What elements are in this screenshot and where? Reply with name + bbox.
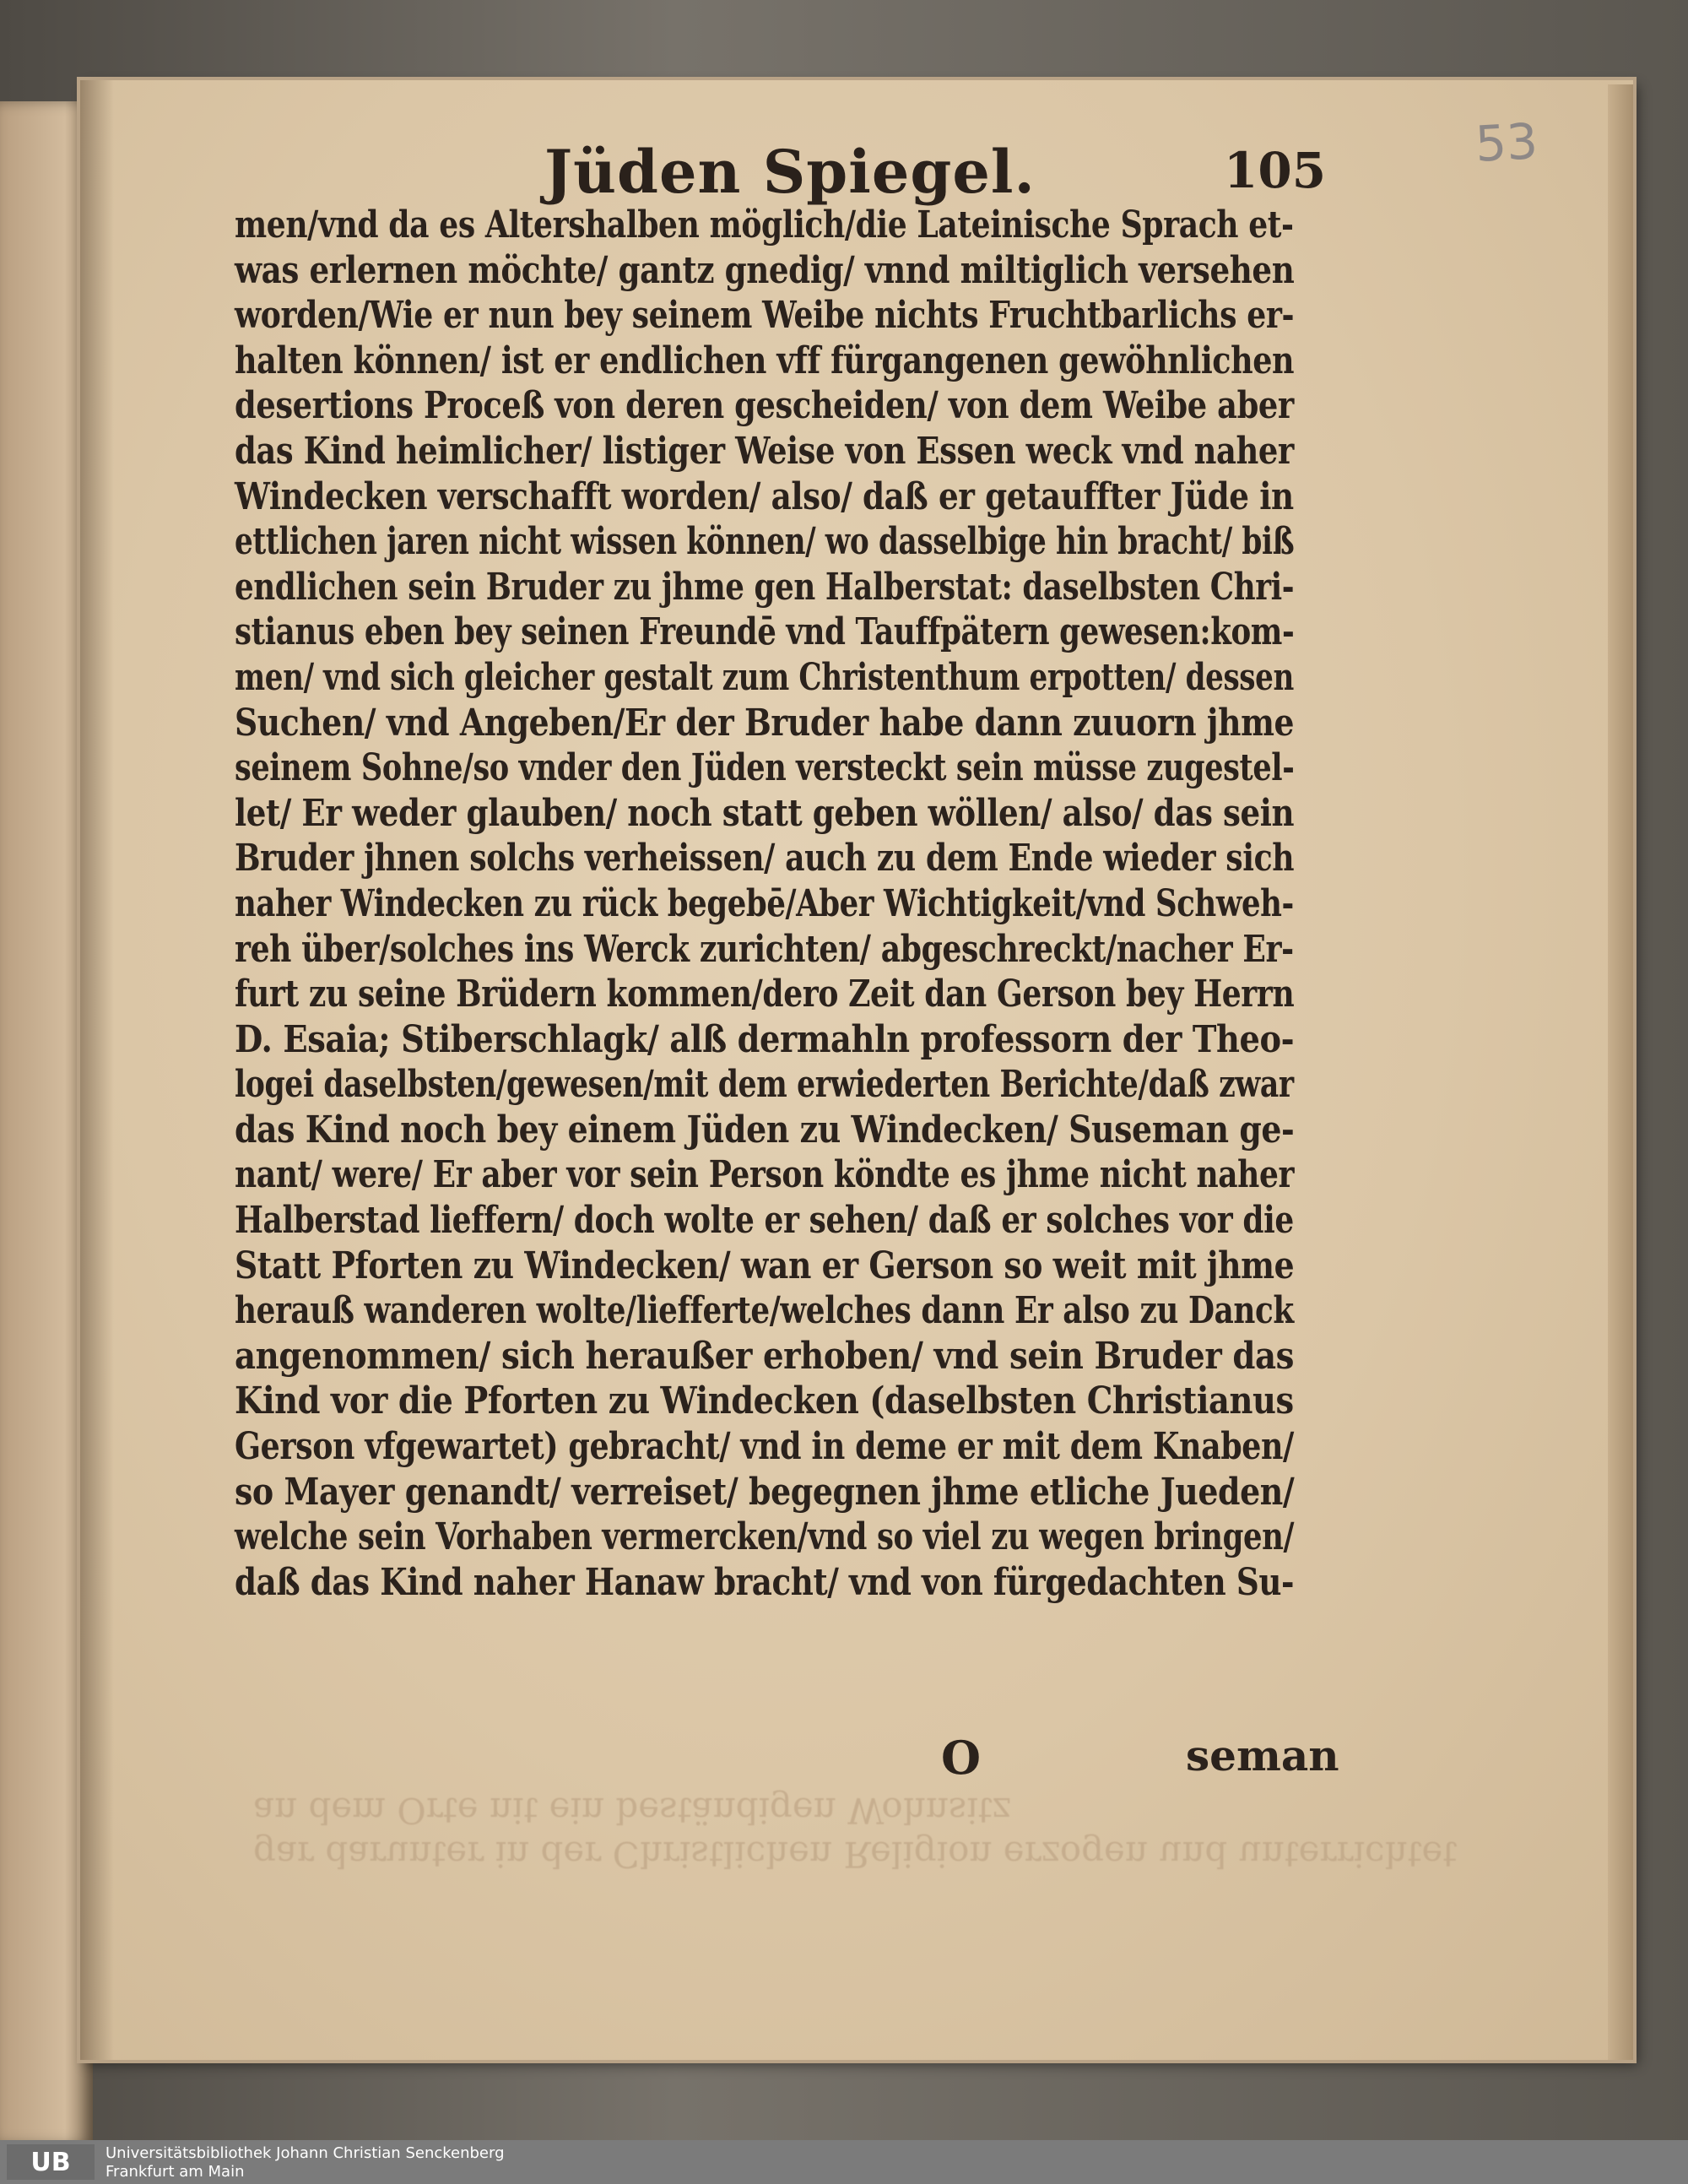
text-line: Bruder jhnen solchs verheissen/ auch zu dem Ende wieder sich — [235, 837, 1295, 881]
page-number: 105 — [1224, 142, 1327, 199]
ub-logo[interactable]: UB — [7, 2144, 95, 2180]
text-line: Statt Pforten zu Windecken/ wan er Gerson so weit mit jhme — [235, 1244, 1295, 1287]
text-line: herauß wanderen wolte/liefferte/welches dann Er also zu Danck — [235, 1289, 1294, 1333]
body-text — [235, 203, 1294, 1605]
text-line: daß das Kind naher Hanaw bracht/ vnd von fürgedachten Su- — [235, 1560, 1295, 1604]
text-line: ettlichen jaren nicht wissen können/ wo dasselbige hin bracht/ biß — [235, 520, 1295, 564]
bleed-line: gar darunter in der Christlichen Religion erzogen und unterrichtet — [253, 1834, 1458, 1875]
text-line: das Kind heimlicher/ listiger Weise von Essen weck vnd naher — [235, 429, 1294, 473]
text-line: reh über/solches ins Werck zurichten/ abgeschreckt/nacher Er- — [235, 927, 1294, 971]
text-line: Suchen/ vnd Angeben/Er der Bruder habe dann zuuorn jhme — [235, 701, 1295, 745]
text-line: let/ Er weder glauben/ noch statt geben wöllen/ also/ das sein — [235, 791, 1295, 835]
text-line: nant/ were/ Er aber vor sein Person köndte es jhme nicht naher — [235, 1153, 1295, 1197]
text-line: D. Esaia; Stiberschlagk/ alß dermahln professorn der Theo- — [235, 1017, 1295, 1061]
text-line: desertions Proceß von deren gescheiden/ von dem Weibe aber — [235, 384, 1294, 428]
text-line: so Mayer genandt/ verreiset/ begegnen jhme etliche Jueden/ — [235, 1470, 1295, 1514]
institution-city: Frankfurt am Main — [106, 2163, 245, 2181]
facing-page-edge — [0, 101, 93, 2144]
institution-name: Universitätsbibliothek Johann Christian Senckenberg — [106, 2144, 505, 2162]
text-line: seinem Sohne/so vnder den Jüden versteckt sein müsse zugestel- — [235, 746, 1295, 790]
text-line: das Kind noch bey einem Jüden zu Windecken/ Suseman ge- — [235, 1108, 1295, 1152]
text-line: halten können/ ist er endlichen vff fürgangenen gewöhnlichen — [235, 339, 1295, 382]
text-line: Kind vor die Pforten zu Windecken (daselbsten Christianus — [235, 1379, 1294, 1423]
catchword: seman — [1186, 1731, 1339, 1780]
text-line: Gerson vfgewartet) gebracht/ vnd in deme er mit dem Knaben/ — [235, 1425, 1294, 1469]
text-line: logei daselbsten/gewesen/mit dem erwiederten Berichte/daß zwar — [235, 1063, 1294, 1107]
running-head: Jüden Spiegel. — [544, 137, 1036, 207]
text-line: welche sein Vorhaben vermercken/vnd so viel zu wegen bringen/ — [235, 1515, 1295, 1559]
text-line: naher Windecken zu rück begebē/Aber Wichtigkeit/vnd Schweh- — [235, 881, 1294, 925]
text-line: Halberstad lieffern/ doch wolte er sehen/ daß er solches vor die — [235, 1199, 1294, 1243]
text-line: men/vnd da es Altershalben möglich/die Lateinische Sprach et- — [235, 203, 1294, 247]
bleed-line: an dem Orte nit ein beständigen Wohnsitz — [253, 1790, 1011, 1831]
text-line: stianus eben bey seinen Freundē vnd Tauffpätern gewesen:kom- — [235, 610, 1295, 654]
page-fore-edge — [1608, 84, 1633, 2060]
pencil-folio-number: 53 — [1474, 112, 1539, 173]
text-line: angenommen/ sich heraußer erhoben/ vnd sein Bruder das — [235, 1334, 1295, 1378]
text-line: was erlernen möchte/ gantz gnedig/ vnnd miltiglich versehen — [235, 248, 1295, 292]
text-line: furt zu seine Brüdern kommen/dero Zeit dan Gerson bey Herrn — [235, 973, 1295, 1016]
text-line: Windecken verschafft worden/ also/ daß er getauffter Jüde in — [235, 474, 1294, 518]
text-line: worden/Wie er nun bey seinem Weibe nichts Fruchtbarlichs er- — [235, 294, 1295, 338]
text-line: endlichen sein Bruder zu jhme gen Halberstat: daselbsten Chri- — [235, 565, 1295, 609]
bleed-through-text — [253, 1788, 1458, 1876]
signature-mark: O — [941, 1731, 982, 1785]
page-gutter-shadow — [80, 80, 114, 2060]
text-line: men/ vnd sich gleicher gestalt zum Christenthum erpotten/ dessen — [235, 655, 1294, 699]
